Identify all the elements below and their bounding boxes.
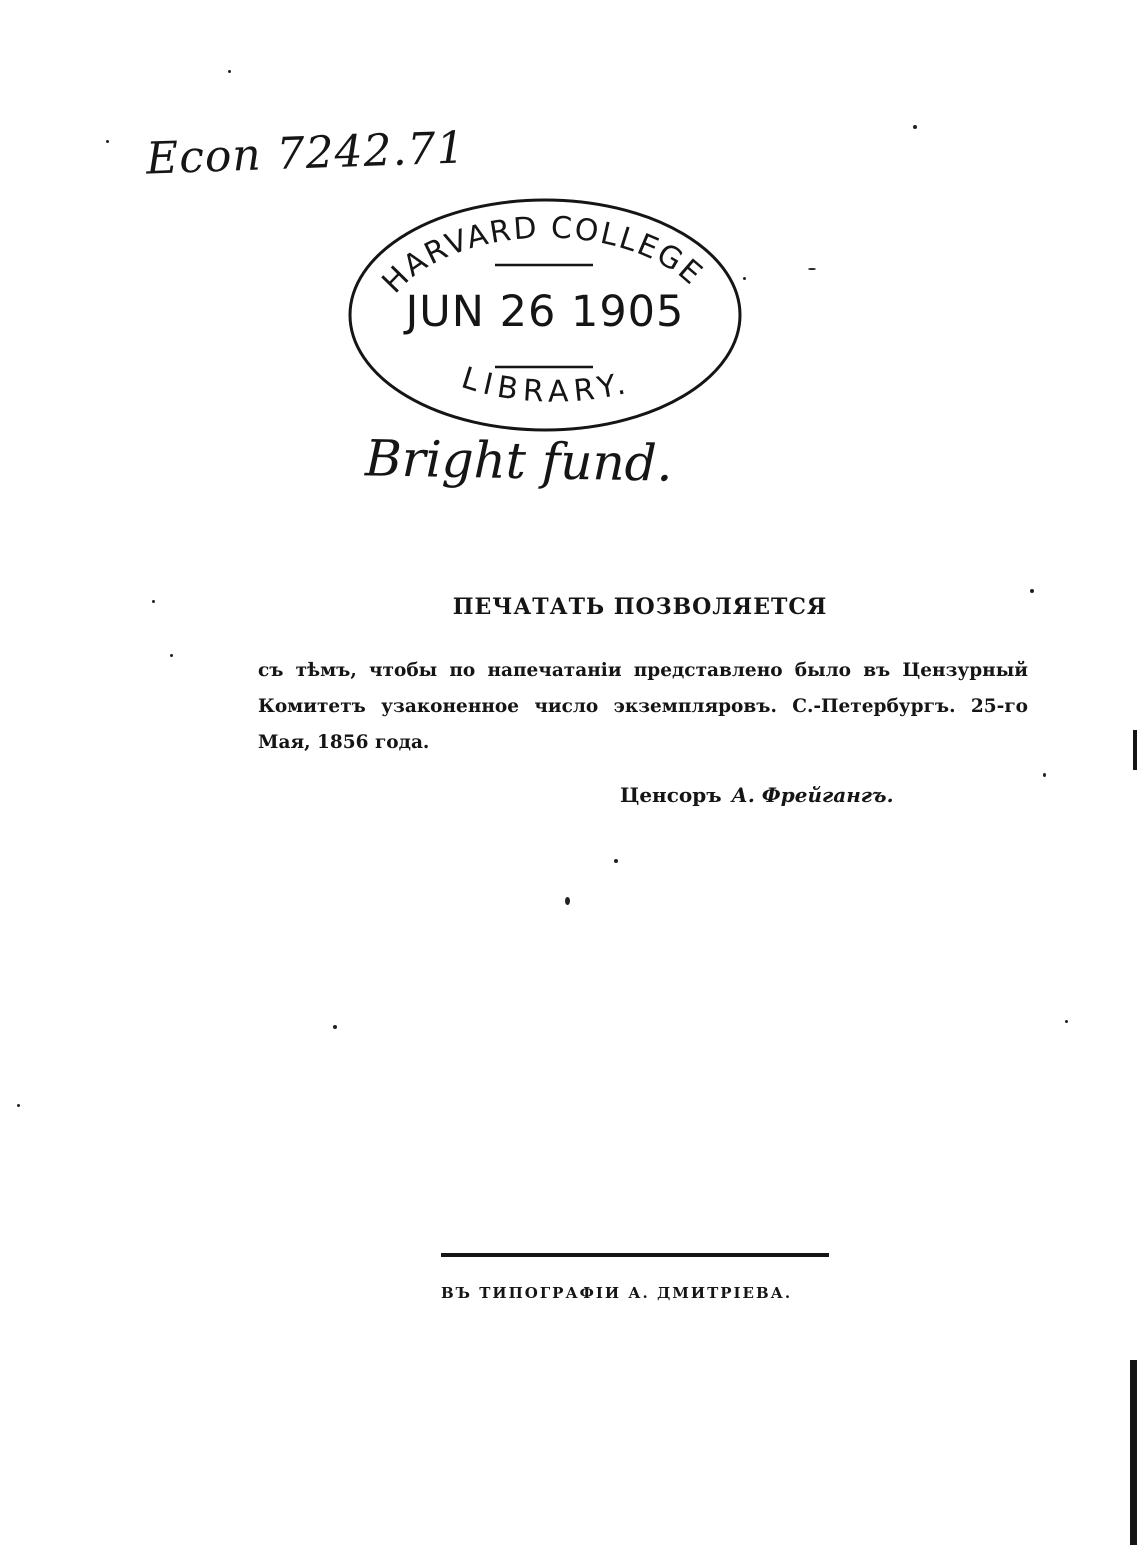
stamp-date: JUN 26 1905: [405, 287, 685, 337]
imprint-text: ВЪ ТИПОГРАФІИ А. ДМИТРІЕВА.: [441, 1284, 793, 1302]
scan-speck: [228, 70, 231, 73]
scan-speck: [152, 600, 155, 603]
scan-speck: [913, 125, 917, 129]
scan-speck: [614, 859, 618, 863]
scan-edge-line-lower: [1130, 1360, 1137, 1545]
library-stamp: [345, 195, 745, 440]
stamp-top-arc: HARVARD COLLEGE: [375, 210, 710, 301]
scan-speck: [743, 277, 746, 280]
scan-speck: [170, 654, 173, 657]
call-number: Econ 7242.71: [145, 122, 467, 185]
scan-speck: [1065, 1020, 1068, 1023]
scan-speck: [333, 1025, 337, 1029]
scan-speck: [808, 268, 816, 270]
approval-heading: ПЕЧАТАТЬ ПОЗВОЛЯЕТСЯ: [452, 594, 828, 620]
fund-note: Bright fund.: [364, 429, 674, 493]
censor-name: А. Фрейгангъ.: [731, 783, 894, 807]
scan-speck: [17, 1104, 20, 1107]
scan-speck: [106, 140, 109, 143]
scan-speck: [565, 897, 570, 905]
censor-line: [620, 783, 894, 807]
scan-speck: [1043, 773, 1046, 777]
scan-speck: [1030, 589, 1034, 593]
scan-edge-line-upper: [1133, 730, 1137, 770]
stamp-bottom-arc: LIBRARY.: [457, 360, 635, 410]
approval-text: съ тѣмъ, чтобы по напечатаніи представлено было въ Цензурный Комитетъ узаконенное число экземпляровъ. С.-Петербургъ. 25-го Мая, 1856 года.: [258, 660, 1028, 753]
censor-title: Ценсоръ: [620, 783, 722, 807]
imprint-rule: [441, 1253, 829, 1257]
